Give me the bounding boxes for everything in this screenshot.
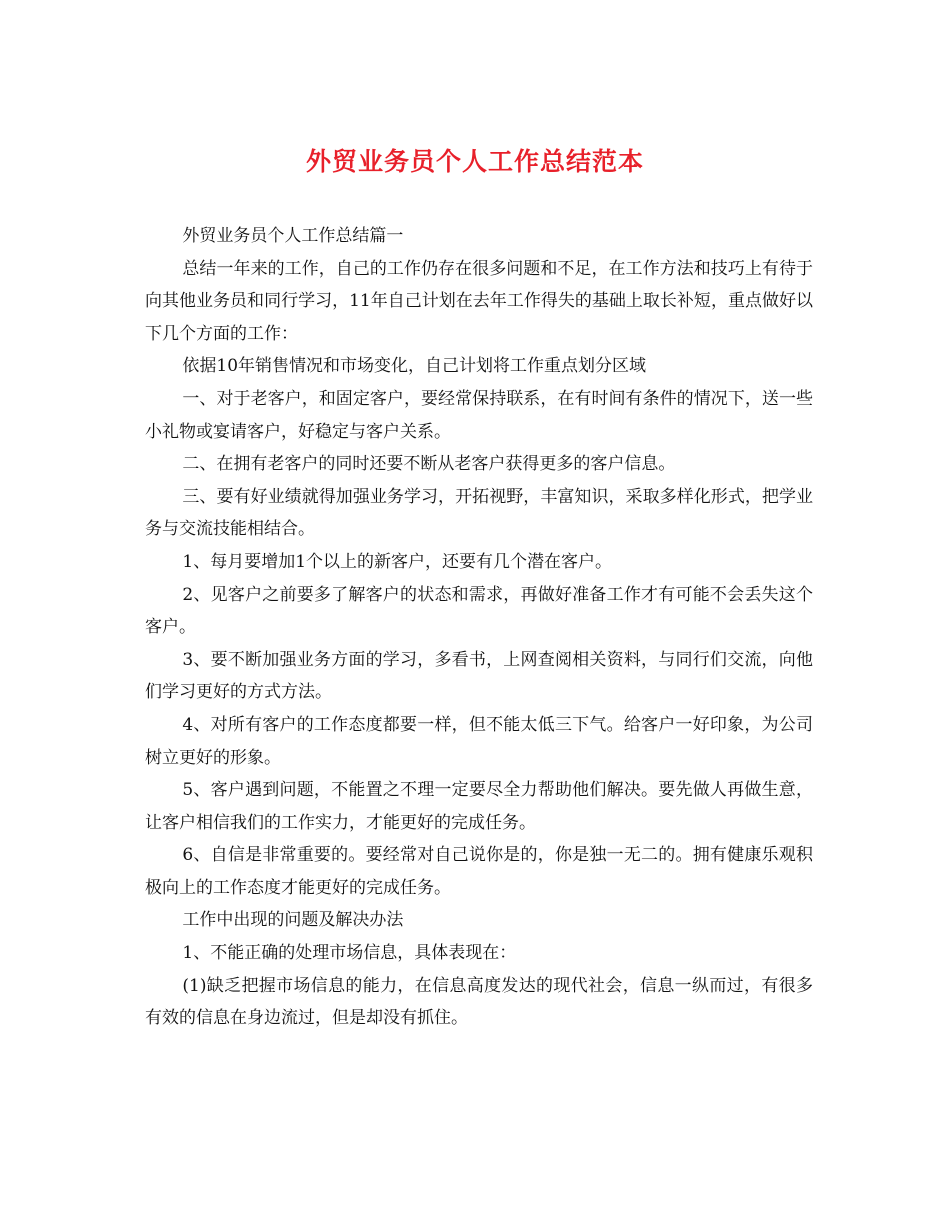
list-item: 1、每月要增加1个以上的新客户，还要有几个潜在客户。: [182, 551, 613, 572]
list-item: 5、客户遇到问题，不能置之不理一定要尽全力帮助他们解决。要先做人再做生意，让客户相信我们的工作实力，才能更好的完成任务。: [145, 780, 813, 833]
paragraph: 总结一年来的工作，自己的工作仍存在很多问题和不足，在工作方法和技巧上有待于向其他业务员和同行学习，11年自己计划在去年工作得失的基础上取长补短，重点做好以下几个方面的工作：: [145, 258, 813, 344]
list-item: 6、自信是非常重要的。要经常对自己说你是的，你是独一无二的。拥有健康乐观积极向上的工作态度才能更好的完成任务。: [145, 845, 813, 898]
list-item: 1、不能正确的处理市场信息，具体表现在：: [182, 943, 517, 964]
document-body: [145, 220, 813, 1035]
list-item: 4、对所有客户的工作态度都要一样，但不能太低三下气。给客户一好印象，为公司树立更好的形象。: [145, 714, 813, 768]
paragraph: 依据10年销售情况和市场变化，自己计划将工作重点划分区域: [182, 356, 647, 377]
section-heading: 外贸业务员个人工作总结篇一: [182, 226, 404, 246]
list-item: 3、要不断加强业务方面的学习，多看书，上网查阅相关资料，与同行们交流，向他们学习更好的方式方法。: [145, 649, 813, 703]
paragraph: 二、在拥有老客户的同时还要不断从老客户获得更多的客户信息。: [182, 454, 676, 475]
paragraph: 三、要有好业绩就得加强业务学习，开拓视野，丰富知识，采取多样化形式，把学业务与交流技能相结合。: [145, 486, 813, 540]
paragraph: 一、对于老客户，和固定客户，要经常保持联系，在有时间有条件的情况下，送一些小礼物或宴请客户，好稳定与客户关系。: [145, 388, 813, 442]
list-item: 2、见客户之前要多了解客户的状态和需求，再做好准备工作才有可能不会丢失这个客户。: [145, 584, 813, 638]
list-item: (1)缺乏把握市场信息的能力，在信息高度发达的现代社会，信息一纵而过，有很多有效的信息在身边流过，但是却没有抓住。: [145, 975, 813, 1029]
document-title: 外贸业务员个人工作总结范本: [305, 147, 644, 176]
section-heading: 工作中出现的问题及解决办法: [182, 910, 404, 931]
